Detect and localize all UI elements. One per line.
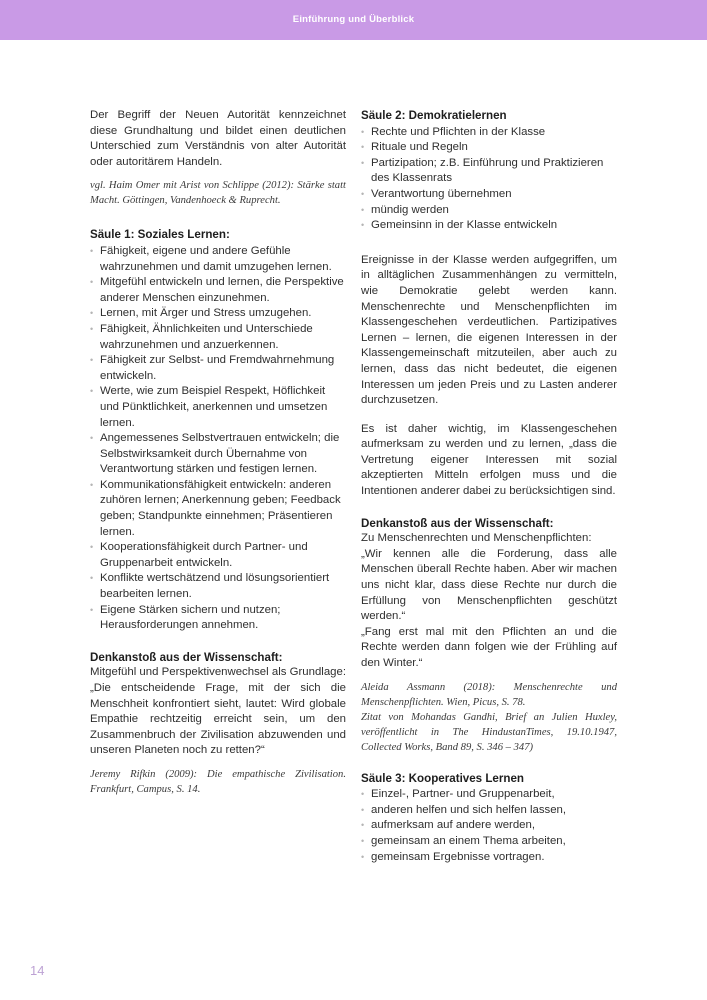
left-column [90, 108, 346, 797]
list-item: • Fähigkeit, Ähnlichkeiten und Unterschiede wahrzunehmen und anzuerkennen. [90, 322, 346, 353]
demokratie-paragraph-2: Es ist daher wichtig, im Klassengeschehen aufmerksam zu werden und zu lernen, „dass die Vertretung eigener Interessen mit sozial akzeptierten Mitteln erfolgen muss und die Intentionen anderer dabei zu berücksichtigen sind. [361, 422, 617, 498]
intro-citation: vgl. Haim Omer mit Arist von Schlippe (2012): Stärke statt Macht. Göttingen, Vandenhoeck & Ruprecht. [90, 180, 346, 207]
list-item: • Fähigkeit, eigene und andere Gefühle wahrzunehmen und damit umzugehen lernen. [90, 244, 346, 275]
list-item: • Einzel-, Partner- und Gruppenarbeit, [361, 787, 617, 803]
saeule2-heading: Säule 2: Demokratielernen [361, 109, 507, 122]
list-item: • Werte, wie zum Beispiel Respekt, Höflichkeit und Pünktlichkeit, anerkennen und umsetzen lernen. [90, 384, 346, 431]
list-item: • Konflikte wertschätzend und lösungsorientiert bearbeiten lernen. [90, 571, 346, 602]
right-denkanstoss-intro: Zu Menschenrechten und Menschenpflichten: [361, 532, 592, 545]
list-item: • mündig werden [361, 203, 617, 219]
quote-1: „Wir kennen alle die Forderung, dass alle Menschen überall Rechte haben. Aber wir machen uns nicht klar, dass diese Rechte nur durch die Erfüllung von Menschenpflichten geschützt werden.“ [361, 547, 617, 623]
list-item: • anderen helfen und sich helfen lassen, [361, 803, 617, 819]
saeule2-list [361, 125, 617, 234]
list-item: • Angemessenes Selbstvertrauen entwickeln; die Selbstwirksamkeit durch Übernahme von Verantwortung stärken und festigen lernen. [90, 431, 346, 478]
saeule3-list [361, 787, 617, 865]
list-item: • Mitgefühl entwickeln und lernen, die Perspektive anderer Menschen einzunehmen. [90, 275, 346, 306]
list-item: • aufmerksam auf andere werden, [361, 818, 617, 834]
saeule3-heading: Säule 3: Kooperatives Lernen [361, 771, 525, 785]
demokratie-paragraph-1: Ereignisse in der Klasse werden aufgegriffen, um in alltäglichen Zusammenhängen zu vermitteln, wie Demokratie gelebt werden kann. Menschenrechte und Menschenpflichten im Klassengeschehen verdeutlichen. Partizipatives Lernen – lernen, die eigenen Interessen in der Klassengemeinschaft mitzuteilen, aber auch zu lernen, dass das nicht bedeutet, die eigenen Interessen um jeden Preis und zu Lasten anderer durchzusetzen. [361, 253, 617, 407]
list-item: • Rituale und Regeln [361, 140, 617, 156]
list-item: • Gemeinsinn in der Klasse entwickeln [361, 218, 617, 234]
list-item: • gemeinsam Ergebnisse vortragen. [361, 850, 617, 866]
saeule1-list [90, 244, 346, 634]
left-denkanstoss-heading: Denkanstoß aus der Wissenschaft: [90, 650, 283, 664]
header-title: Einführung und Überblick [292, 14, 415, 25]
list-item: • Partizipation; z.B. Einführung und Praktizieren des Klassenrats [361, 156, 617, 187]
list-item: • Fähigkeit zur Selbst- und Fremdwahrnehmung entwickeln. [90, 353, 346, 384]
quote-2: „Fang erst mal mit den Pflichten an und die Rechte werden dann folgen wie der Frühling auf den Winter.“ [361, 625, 617, 669]
citation-1: Aleida Assmann (2018): Menschenrechte und Menschenpflichten. Wien, Picus, S. 78. [361, 681, 617, 708]
list-item: • gemeinsam an einem Thema arbeiten, [361, 834, 617, 850]
list-item: • Verantwortung übernehmen [361, 187, 617, 203]
left-denkanstoss-text: Mitgefühl und Perspektivenwechsel als Grundlage: „Die entscheidende Frage, mit der sich die Menschheit konfrontiert sieht, lautet: Wird globale Empathie rechtzeitig erreicht sein, um den Zusammenbruch der Zivilisation abzuwenden und unseren Planeten noch zu retten?“ [90, 666, 346, 757]
page-number: 14 [30, 963, 45, 978]
list-item: • Eigene Stärken sichern und nutzen; Herausforderungen annehmen. [90, 603, 346, 634]
right-column [361, 108, 617, 865]
page-header [0, 0, 707, 40]
saeule1-heading: Säule 1: Soziales Lernen: [90, 228, 230, 242]
left-denkanstoss-citation: Jeremy Rifkin (2009): Die empathische Zivilisation. Frankfurt, Campus, S. 14. [90, 768, 346, 795]
list-item: • Rechte und Pflichten in der Klasse [361, 125, 617, 141]
list-item: • Kooperationsfähigkeit durch Partner- und Gruppenarbeit entwickeln. [90, 540, 346, 571]
list-item: • Kommunikationsfähigkeit entwickeln: anderen zuhören lernen; Anerkennung geben; Feedback geben; Standpunkte einnehmen; Präsentieren lernen. [90, 478, 346, 540]
right-denkanstoss-heading: Denkanstoß aus der Wissenschaft: [361, 516, 554, 530]
citation-2: Zitat von Mohandas Gandhi, Brief an Julien Huxley, veröffentlicht in The HindustanTimes, 19.10.1947, Collected Works, Band 89, S. 346 – 347) [361, 711, 617, 753]
intro-paragraph: Der Begriff der Neuen Autorität kennzeichnet diese Grundhaltung und bildet einen deutlichen Unterschied zum Verständnis von alter Autorität oder autoritärem Handeln. [90, 109, 346, 168]
list-item: • Lernen, mit Ärger und Stress umzugehen. [90, 306, 346, 322]
